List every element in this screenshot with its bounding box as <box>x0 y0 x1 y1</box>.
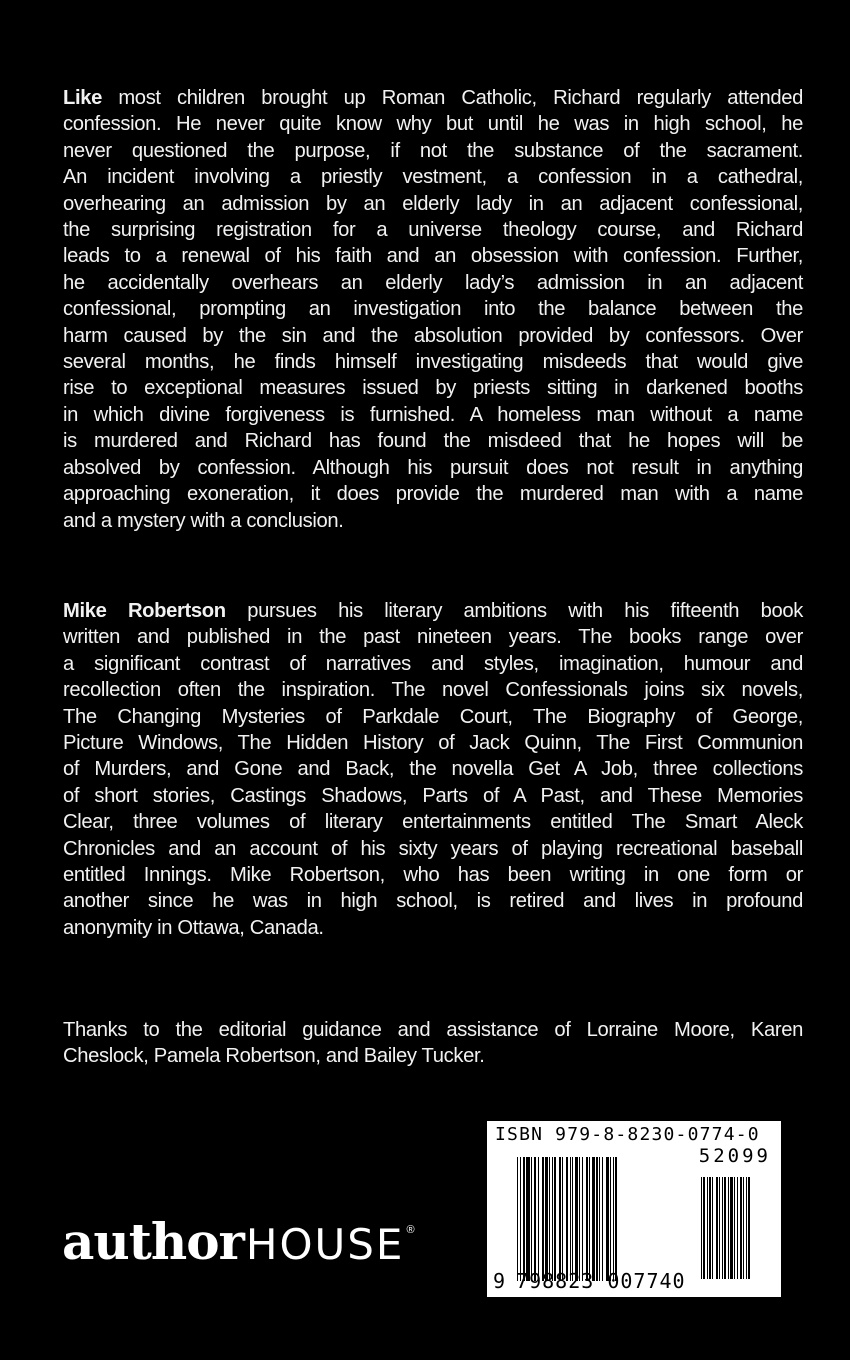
author-name: Mike Robertson <box>63 600 226 622</box>
isbn-barcode <box>487 1121 781 1297</box>
text-line: harm caused by the sin and the absolution provided by confessors. Over <box>63 324 803 347</box>
text-line: overhearing an admission by an elderly lady in an adjacent confessional, <box>63 192 803 215</box>
ean-first-digit: 9 <box>493 1269 507 1293</box>
text-line: recollection often the inspiration. The novel Confessionals joins six novels, <box>63 679 803 702</box>
isbn-label: ISBN 979-8-8230-0774-0 <box>495 1124 760 1145</box>
text-line: approaching exoneration, it does provide the murdered man with a name <box>63 483 803 506</box>
text-line: The Changing Mysteries of Parkdale Court, The Biography of George, <box>63 705 803 728</box>
text-line: Clear, three volumes of literary entertainments entitled The Smart Aleck <box>63 811 803 834</box>
description-lead-word: Like <box>63 87 102 109</box>
text-line: and a mystery with a conclusion. <box>63 509 344 532</box>
text-line: Picture Windows, The Hidden History of Jack Quinn, The First Communion <box>63 732 803 755</box>
text-line: Cheslock, Pamela Robertson, and Bailey Tucker. <box>63 1045 485 1068</box>
text-line: leads to a renewal of his faith and an obsession with confession. Further, <box>63 245 803 268</box>
logo-wordmark-sans: HOUSE <box>245 1220 405 1269</box>
addon-bars <box>701 1177 781 1279</box>
ean-bars <box>517 1157 687 1281</box>
text-line: never questioned the purpose, if not the substance of the sacrament. <box>63 139 803 162</box>
text-line: An incident involving a priestly vestment, a confession in a cathedral, <box>63 166 803 189</box>
acknowledgements <box>63 1017 803 1070</box>
text-line: another since he was in high school, is retired and lives in profound <box>63 890 803 913</box>
author-biography <box>63 598 803 941</box>
publisher-logo <box>62 1212 415 1272</box>
ean-digits <box>493 1269 686 1293</box>
text-line: rise to exceptional measures issued by priests sitting in darkened booths <box>63 377 803 400</box>
text-line: of Murders, and Gone and Back, the novella Get A Job, three collections <box>63 758 803 781</box>
text-line: the surprising registration for a universe theology course, and Richard <box>63 219 803 242</box>
logo-wordmark-serif: author <box>62 1212 244 1271</box>
text-line: entitled Innings. Mike Robertson, who has been writing in one form or <box>63 864 803 887</box>
text-line: a significant contrast of narratives and styles, imagination, humour and <box>63 652 803 675</box>
text-line <box>63 85 803 111</box>
text-span: pursues his literary ambitions with his fifteenth book <box>225 600 803 622</box>
ean-right-group: 007740 <box>607 1269 686 1293</box>
text-line: he accidentally overhears an elderly lady’s admission in an adjacent <box>63 271 803 294</box>
text-line <box>63 598 803 624</box>
text-line: in which divine forgiveness is furnished. A homeless man without a name <box>63 403 803 426</box>
text-line: confessional, prompting an investigation into the balance between the <box>63 298 803 321</box>
text-line: absolved by confession. Although his pursuit does not result in anything <box>63 456 803 479</box>
text-line: is murdered and Richard has found the misdeed that he hopes will be <box>63 430 803 453</box>
price-code: 52099 <box>698 1145 771 1167</box>
text-line: several months, he finds himself investigating misdeeds that would give <box>63 351 803 374</box>
registered-mark: ® <box>406 1224 415 1236</box>
text-span: most children brought up Roman Catholic, Richard regularly attended <box>102 87 803 109</box>
ean-left-group: 798823 <box>516 1269 595 1293</box>
text-line: Chronicles and an account of his sixty years of playing recreational baseball <box>63 837 803 860</box>
book-description <box>63 85 803 534</box>
text-line: of short stories, Castings Shadows, Parts of A Past, and These Memories <box>63 784 803 807</box>
text-line: anonymity in Ottawa, Canada. <box>63 916 324 939</box>
text-line: Thanks to the editorial guidance and assistance of Lorraine Moore, Karen <box>63 1019 803 1041</box>
text-line: written and published in the past nineteen years. The books range over <box>63 626 803 649</box>
text-line: confession. He never quite know why but until he was in high school, he <box>63 113 803 136</box>
